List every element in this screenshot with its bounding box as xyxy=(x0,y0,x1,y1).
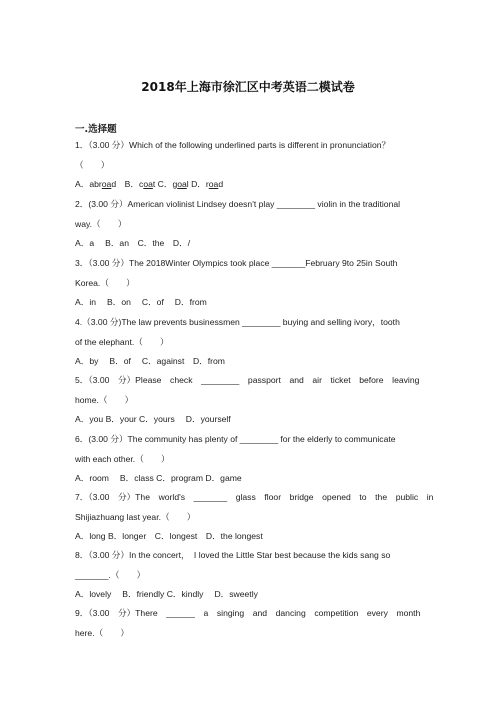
answer-bracket: （ ） xyxy=(75,159,110,170)
option-text: l D．r xyxy=(186,179,209,190)
question-text-cont: way.（ ） xyxy=(75,218,127,229)
question-text: 1．（3.00 分）Which of the following underlined parts is different in pronunciation？ xyxy=(75,140,391,150)
option-text: A．abr xyxy=(75,179,102,190)
question-text: 7．（3.00 分）The world's _______ glass floor bridge opened to the public in xyxy=(75,492,434,502)
question-text: 5．（3.00 分）Please check ________ passport and air ticket before leaving xyxy=(75,375,420,385)
question-7 xyxy=(75,488,434,547)
question-text-cont: with each other.（ ） xyxy=(75,453,170,464)
option-text: d B．c xyxy=(111,179,144,190)
question-text-cont: Shijiazhuang last year.（ ） xyxy=(75,511,196,522)
question-text-cont: Korea.（ ） xyxy=(75,277,135,288)
question-5 xyxy=(75,371,421,430)
question-8 xyxy=(75,546,421,605)
options-line xyxy=(75,175,421,195)
question-text: 6．(3.00 分）The community has plenty of ________ for the elderly to communicate xyxy=(75,434,396,444)
option-text: d xyxy=(218,179,224,190)
options-line: A．you B．your C．yours D．yourself xyxy=(75,414,231,425)
question-text: 2．(3.00 分）American violinist Lindsey doesn't play ________ violin in the traditional xyxy=(75,199,401,209)
option-text: t C．g xyxy=(152,179,178,190)
options-line: A．a B．an C．the D．/ xyxy=(75,238,191,249)
question-9 xyxy=(75,604,421,643)
underlined-letters: oa xyxy=(143,179,153,190)
options-line: A．long B．longer C．longest D．the longest xyxy=(75,531,263,542)
question-1 xyxy=(75,136,421,195)
question-4 xyxy=(75,313,421,372)
underlined-letters: oa xyxy=(208,179,219,190)
options-line: A．by B．of C．against D．from xyxy=(75,356,225,367)
question-text: 3．（3.00 分）The 2018Winter Olympics took place _______February 9to 25in South xyxy=(75,258,398,268)
question-text: 8．（3.00 分）In the concert， I loved the Little Star best because the kids sang so xyxy=(75,550,391,560)
options-line: A．lovely B．friendly C．kindly D．sweetly xyxy=(75,589,258,600)
page-title: 2018年上海市徐汇区中考英语二模试卷 xyxy=(141,80,355,94)
options-line: A．room B．class C．program D．game xyxy=(75,473,242,484)
underlined-letters: oa xyxy=(101,179,112,190)
question-text-cont: home.（ ） xyxy=(75,394,134,405)
question-2 xyxy=(75,195,421,254)
options-line: A．in B．on C．of D．from xyxy=(75,297,207,308)
question-6 xyxy=(75,430,421,489)
question-text-cont: of the elephant.（ ） xyxy=(75,336,169,347)
underlined-letters: oa xyxy=(177,179,187,190)
question-3 xyxy=(75,254,421,313)
question-text: 4.（3.00 分)The law prevents businessmen ________ buying and selling ivory，tooth xyxy=(75,317,400,327)
question-text-cont: here.（ ） xyxy=(75,627,129,638)
section-heading: 一.选择题 xyxy=(75,124,117,135)
question-text-cont: _______.（ ） xyxy=(75,569,146,580)
question-text: 9．（3.00 分）There ______ a singing and dancing competition every month xyxy=(75,608,421,618)
